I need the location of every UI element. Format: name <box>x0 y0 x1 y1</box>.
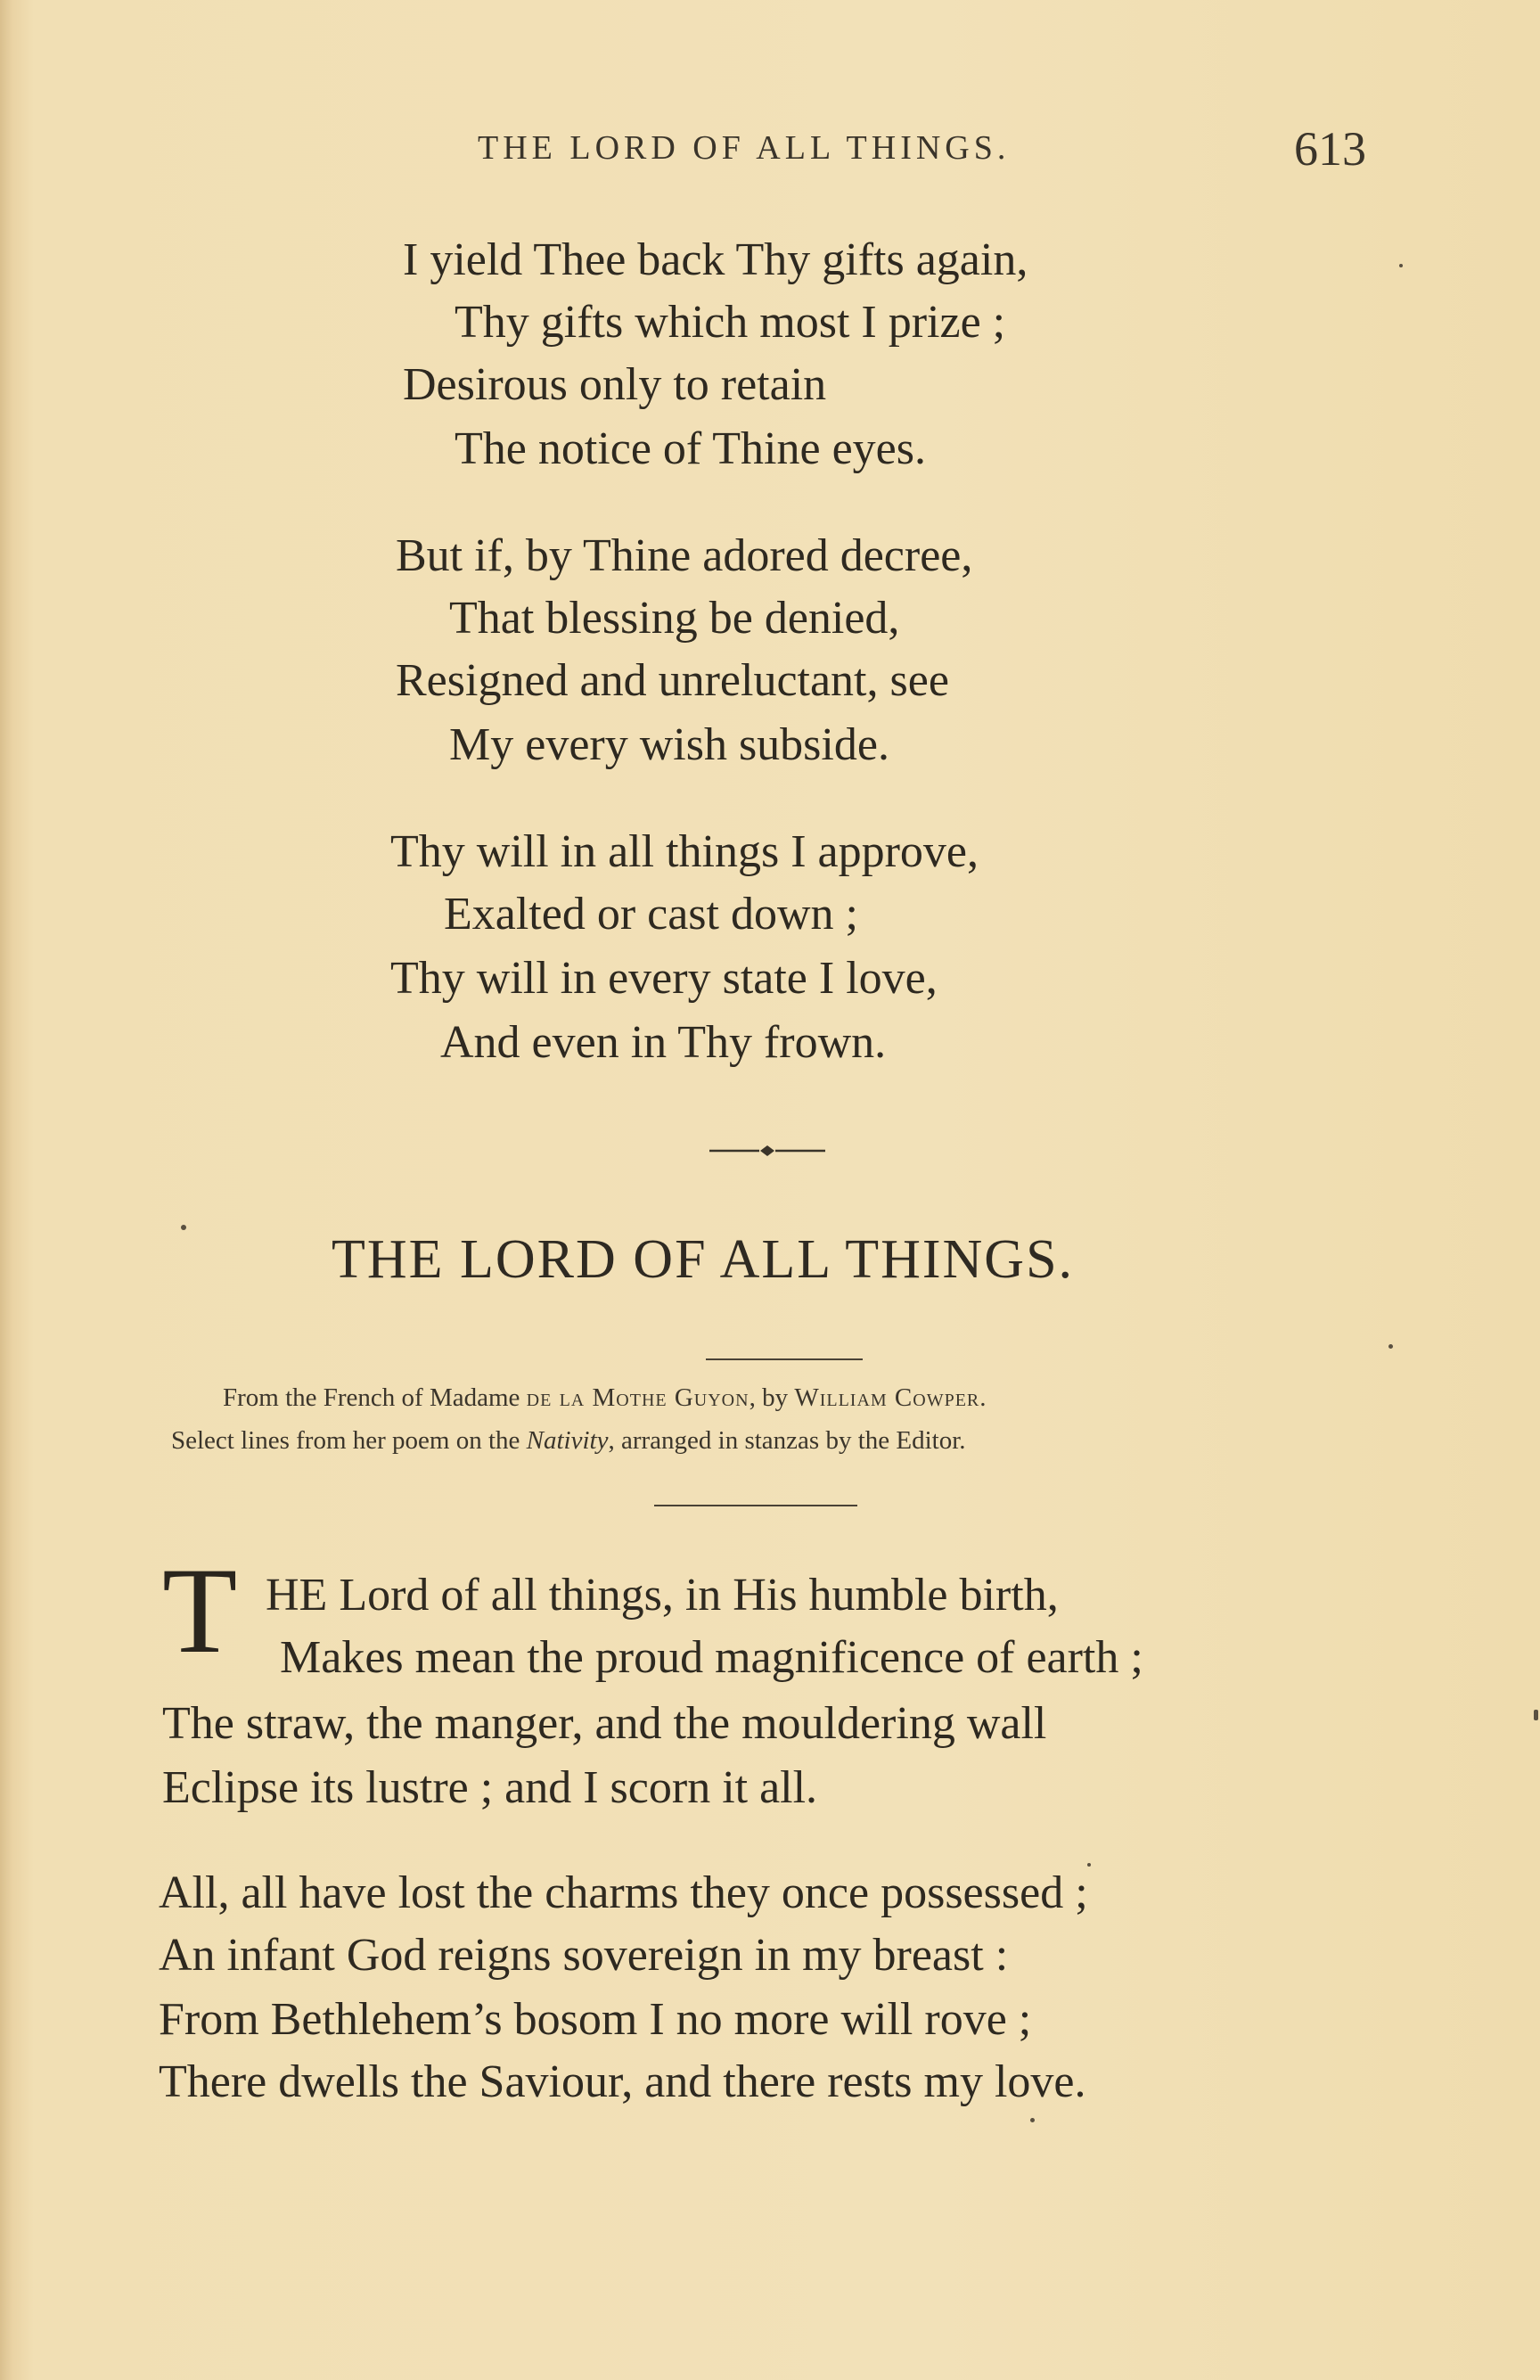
poem-line: Thy will in all things I approve, <box>390 826 979 877</box>
poem-line: Desirous only to retain <box>403 359 827 410</box>
poem-line: But if, by Thine adored decree, <box>396 530 973 581</box>
section-title: THE LORD OF ALL THINGS. <box>332 1229 1075 1290</box>
attribution-prefix: From the French of Madame <box>223 1383 520 1412</box>
paper-speck <box>181 1225 186 1230</box>
poem-line: Eclipse its lustre ; and I scorn it all. <box>162 1762 818 1813</box>
paper-speck <box>1030 2118 1035 2122</box>
poem-line: An infant God reigns sovereign in my breast : <box>159 1930 1009 1981</box>
title-rule <box>706 1358 863 1360</box>
paper-speck <box>1534 1710 1538 1720</box>
paper-speck <box>1399 264 1403 267</box>
drop-cap: T <box>162 1542 238 1678</box>
running-head: THE LORD OF ALL THINGS. <box>478 129 1011 167</box>
poem-line: From Bethlehem’s bosom I no more will rove ; <box>159 1994 1032 2045</box>
attribution-subject-name: de la Mothe Guyon <box>526 1383 750 1412</box>
poem-line: That blessing be denied, <box>449 593 900 644</box>
poem-line: Resigned and unreluctant, see <box>396 655 949 706</box>
attribution-prefix-2: Select lines from her poem on the <box>171 1426 520 1455</box>
poem-line: The notice of Thine eyes. <box>455 423 926 474</box>
attribution-suffix: , arranged in stanzas by the Editor. <box>608 1426 966 1455</box>
attribution-line-1 <box>223 1383 987 1413</box>
poem-line: HE Lord of all things, in His humble birth, <box>266 1570 1059 1621</box>
poem-line: I yield Thee back Thy gifts again, <box>403 234 1028 285</box>
poem-line: And even in Thy frown. <box>440 1017 887 1068</box>
ornament-divider <box>709 1142 825 1160</box>
attribution-author: William Cowper. <box>794 1383 987 1412</box>
attribution-line-2 <box>171 1426 966 1456</box>
poem-line: Thy will in every state I love, <box>390 953 938 1004</box>
poem-line: Exalted or cast down ; <box>444 889 858 940</box>
attribution-by: , by <box>749 1383 789 1412</box>
attribution-work-title: Nativity <box>526 1426 609 1455</box>
paper-speck <box>1388 1344 1393 1349</box>
poem-line: My every wish subside. <box>449 719 889 770</box>
poem-line: All, all have lost the charms they once possessed ; <box>159 1867 1088 1918</box>
poem-line: There dwells the Saviour, and there rests my love. <box>159 2056 1086 2107</box>
paper-speck <box>1087 1863 1091 1867</box>
poem-line: Makes mean the proud magnificence of earth ; <box>280 1632 1143 1683</box>
attribution-rule <box>654 1505 857 1506</box>
poem-line: Thy gifts which most I prize ; <box>455 297 1006 348</box>
poem-line: The straw, the manger, and the mouldering wall <box>162 1698 1047 1749</box>
page-number: 613 <box>1294 122 1366 176</box>
